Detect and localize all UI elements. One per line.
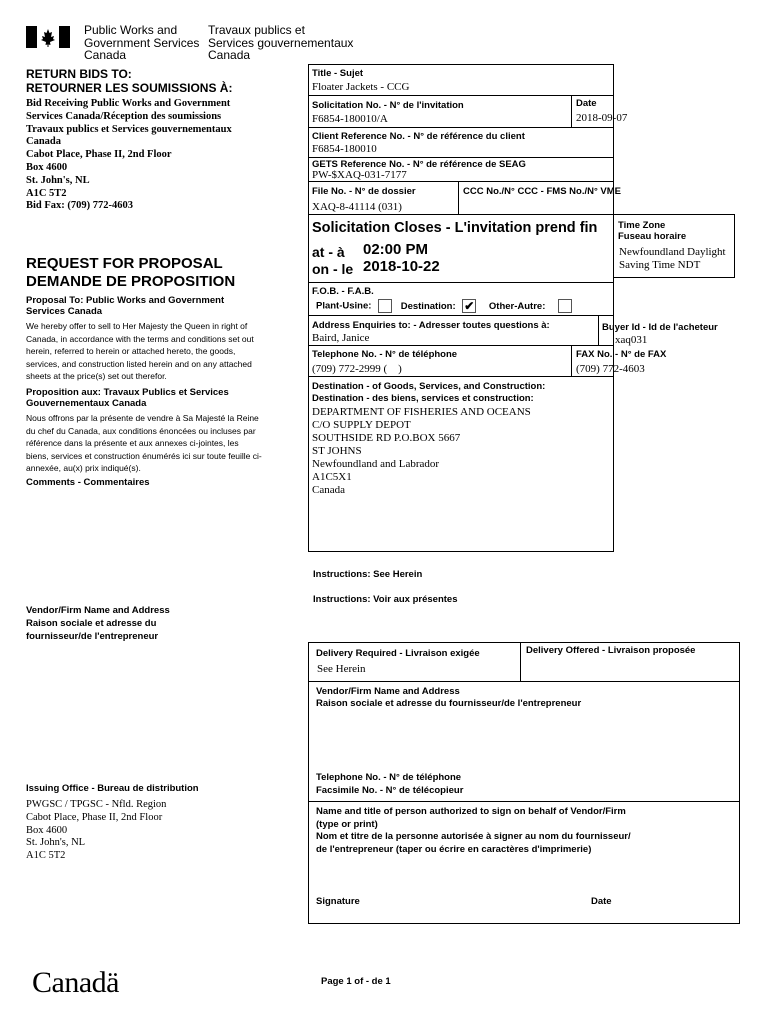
department-name-fr: Travaux publics et Services gouvernementaux Canada — [208, 23, 354, 62]
phone-label: Telephone No. - N° de téléphone — [312, 349, 458, 360]
rfp-title: REQUEST FOR PROPOSAL DEMANDE DE PROPOSITION — [26, 255, 236, 290]
ccc-label: CCC No./N° CCC - FMS No./N° VME — [463, 186, 622, 197]
destination-label: Destination: — [400, 300, 456, 312]
destination-goods-label: Destination - of Goods, Services, and Construction: Destination - des biens, services et construction: — [312, 381, 546, 404]
fax-value: (709) 772-4603 — [576, 363, 645, 375]
title-label: Title - Sujet — [312, 68, 364, 79]
other-checkbox[interactable] — [558, 299, 572, 313]
proposition-text: Nous offrons par la présente de vendre à Sa Majesté la Reine du chef du Canada, aux conditions énoncées ou incluses par référence dans la présente et aux annexes ci-jointes, les biens, services et construction énumérés ici sur toute feuille ci-annexée, au(x) prix indiqué(s). — [26, 413, 262, 473]
return-address: Bid Receiving Public Works and Government Services Canada/Réception des soumissions Travaux publics et Services gouvernementaux Canada Cabot Place, Phase II, 2nd Floor Box 4600 St. John's, NL A1C 5T2 Bid Fax: (709) 772-4603 — [26, 98, 232, 212]
vendor-label-right: Vendor/Firm Name and Address Raison sociale et adresse du fournisseur/de l'entrepreneur — [316, 686, 582, 709]
enquiries-value: Baird, Janice — [312, 332, 370, 344]
authorized-signer-label: Name and title of person authorized to sign on behalf of Vendor/Firm (type or print) Nom et titre de la personne autorisée à signer au nom du fournisseur/ de l'entrepreneur (taper ou écrire en caractères d'imprimerie) — [316, 806, 631, 855]
file-value: XAQ-8-41114 (031) — [312, 201, 402, 213]
fob-options — [316, 299, 572, 313]
date-value: 2018-09-07 — [576, 112, 628, 124]
destination-checkbox[interactable]: ✔ — [464, 299, 475, 313]
other-label: Other-Autre: — [488, 300, 546, 312]
time-zone-value: Newfoundland Daylight Saving Time NDT — [619, 246, 726, 271]
return-bids-heading: RETURN BIDS TO: RETOURNER LES SOUMISSIONS À: — [26, 67, 233, 95]
instructions-fr: Instructions: Voir aux présentes — [313, 594, 458, 605]
gets-label: GETS Reference No. - N° de référence de SEAG — [312, 159, 526, 170]
gets-value: PW-$XAQ-031-7177 — [312, 169, 407, 181]
canada-wordmark: Canadä — [32, 966, 119, 999]
on-label: on - le — [312, 261, 354, 277]
closing-time: 02:00 PM — [363, 241, 429, 258]
buyer-id-label: Buyer Id - Id de l'acheteur — [602, 322, 718, 333]
signature-date-label: Date — [591, 896, 612, 907]
enquiries-label: Address Enquiries to: - Adresser toutes questions à: — [312, 320, 550, 331]
issuing-office-label: Issuing Office - Bureau de distribution — [26, 783, 199, 794]
buyer-id-value: xaq031 — [615, 334, 648, 346]
proposal-to-text: We hereby offer to sell to Her Majesty the Queen in right of Canada, in accordance with the terms and conditions set out herein, referred to herein or attached hereto, the goods, services, and construction listed herein and on any attached sheets at the price(s) set out therefor. — [26, 321, 254, 381]
vendor-label-left: Vendor/Firm Name and Address Raison sociale et adresse du fournisseur/de l'entrepreneur — [26, 605, 170, 642]
tel-fax-label: Telephone No. - N° de téléphone Facsimile No. - N° de télécopieur — [316, 772, 464, 796]
proposal-to-heading: Proposal To: Public Works and Government Services Canada — [26, 295, 225, 317]
fob-label: F.O.B. - F.A.B. — [312, 286, 374, 297]
canada-flag-icon — [26, 26, 70, 48]
at-label: at - à — [312, 244, 345, 260]
proposition-heading: Proposition aux: Travaux Publics et Services Gouvernementaux Canada — [26, 387, 229, 409]
title-value: Floater Jackets - CCG — [312, 81, 410, 93]
delivery-required-label: Delivery Required - Livraison exigée — [316, 648, 480, 659]
instructions-en: Instructions: See Herein — [313, 569, 423, 580]
delivery-offered-label: Delivery Offered - Livraison proposée — [526, 645, 696, 656]
delivery-required-value: See Herein — [317, 663, 366, 675]
department-name-en: Public Works and Government Services Canada — [84, 23, 200, 62]
closing-date: 2018-10-22 — [363, 258, 440, 275]
file-label: File No. - N° de dossier — [312, 186, 416, 197]
time-zone-label: Time Zone Fuseau horaire — [618, 220, 687, 242]
client-ref-label: Client Reference No. - N° de référence du client — [312, 131, 525, 142]
comments-label: Comments - Commentaires — [26, 477, 150, 488]
date-label: Date — [576, 98, 597, 109]
signature-label: Signature — [316, 896, 360, 907]
issuing-office-address: PWGSC / TPGSC - Nfld. Region Cabot Place, Phase II, 2nd Floor Box 4600 St. John's, NL A1C 5T2 — [26, 799, 167, 862]
solicitation-value: F6854-180010/A — [312, 113, 388, 125]
solicitation-label: Solicitation No. - N° de l'invitation — [312, 100, 464, 111]
destination-goods-value: DEPARTMENT OF FISHERIES AND OCEANS C/O SUPPLY DEPOT SOUTHSIDE RD P.O.BOX 5667 ST JOHNS Newfoundland and Labrador A1C5X1 Canada — [312, 406, 531, 496]
fax-label: FAX No. - N° de FAX — [576, 349, 667, 360]
page-number: Page 1 of - de 1 — [321, 976, 391, 987]
plant-checkbox[interactable] — [378, 299, 392, 313]
client-ref-value: F6854-180010 — [312, 143, 377, 155]
plant-label: Plant-Usine: — [316, 300, 372, 312]
phone-value: (709) 772-2999 ( ) — [312, 363, 402, 375]
solicitation-closes-label: Solicitation Closes - L'invitation prend fin — [312, 220, 598, 236]
